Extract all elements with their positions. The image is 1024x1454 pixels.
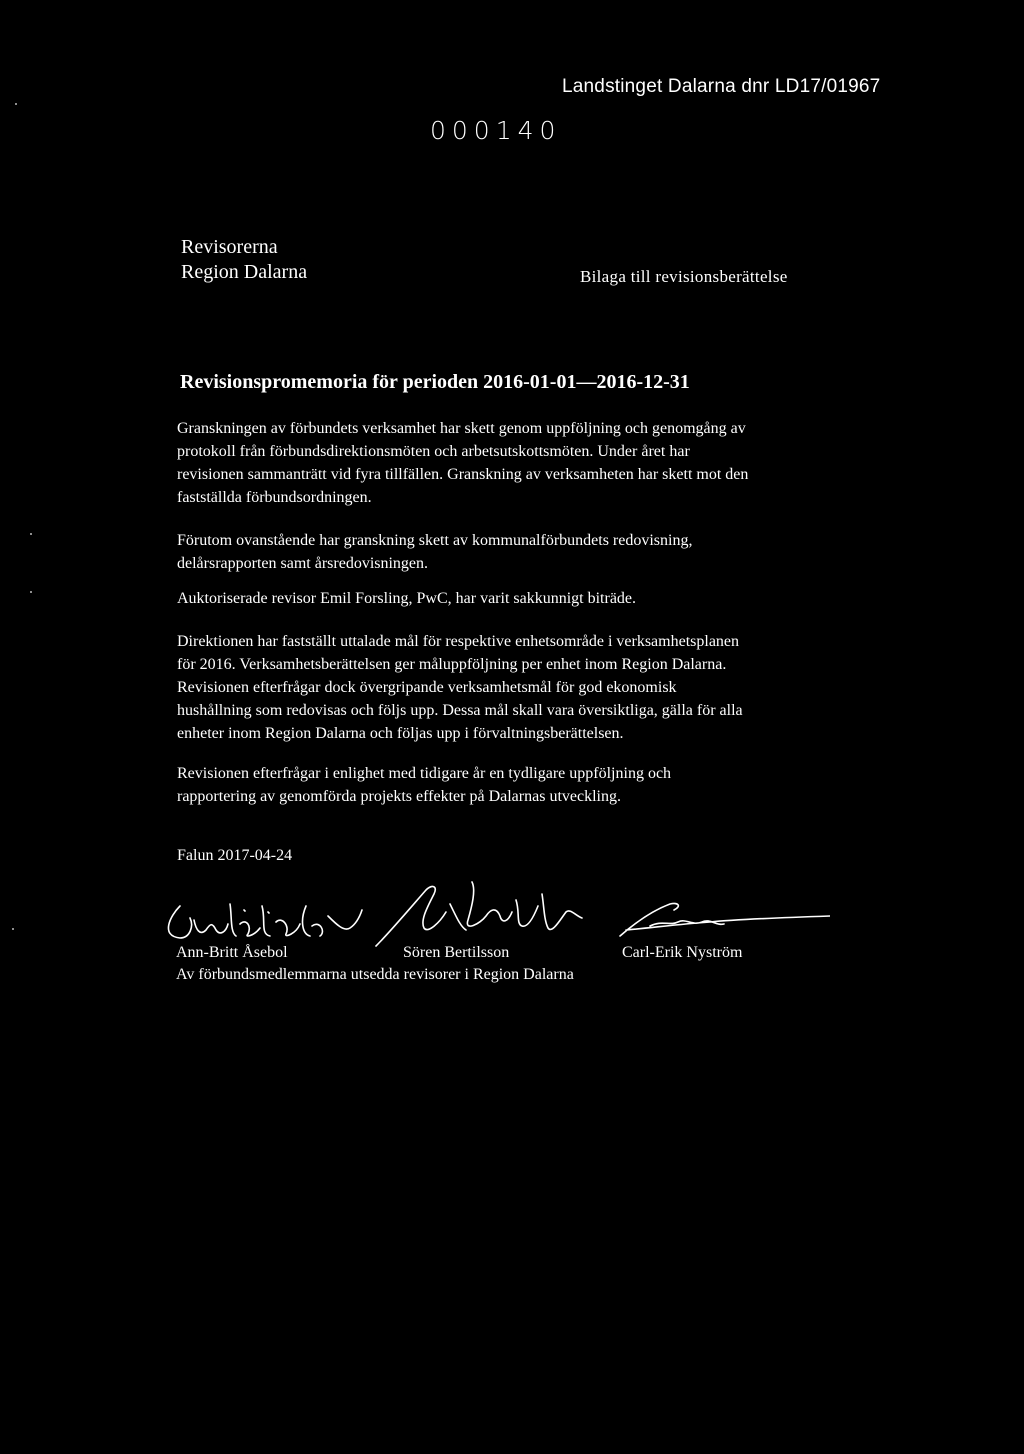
signatory-name-2: Sören Bertilsson: [403, 944, 510, 961]
sender-line-1: Revisorerna: [181, 236, 278, 258]
paragraph-line: Revisionen efterfrågar dock övergripande verksamhetsmål för god ekonomisk: [177, 679, 677, 696]
paragraph-line: Direktionen har fastställt uttalade mål för respektive enhetsområde i verksamhetsplanen: [177, 633, 740, 650]
paragraph-line: revisionen sammanträtt vid fyra tillfällen. Granskning av verksamheten har skett mot den: [177, 466, 749, 483]
scan-speck: [30, 591, 32, 593]
signature-3-stroke: [620, 903, 830, 936]
document-title: Revisionspromemoria för perioden 2016-01-01—2016-12-31: [180, 371, 690, 393]
scan-speck: [15, 103, 17, 105]
registry-number: Landstinget Dalarna dnr LD17/01967: [562, 76, 881, 97]
paragraph-line: för 2016. Verksamhetsberättelsen ger måluppföljning per enhet inom Region Dalarna.: [177, 656, 727, 673]
paragraph-line: Auktoriserade revisor Emil Forsling, PwC, har varit sakkunnigt biträde.: [177, 590, 637, 607]
scan-speck: [12, 928, 14, 930]
paragraph-goals: [177, 630, 857, 745]
paragraph-line: enheter inom Region Dalarna och följas upp i förvaltningsberättelsen.: [177, 725, 624, 742]
attachment-label: Bilaga till revisionsberättelse: [580, 267, 788, 286]
signature-1-stroke: [168, 904, 362, 938]
paragraph-review-scope: [177, 417, 857, 509]
signature-1-dots: [244, 910, 269, 913]
signature-2-stroke: [376, 882, 582, 946]
paragraph-line: delårsrapporten samt årsredovisningen.: [177, 555, 429, 572]
signature-footer: Av förbundsmedlemmarna utsedda revisorer i Region Dalarna: [176, 966, 574, 983]
paragraph-line: hushållning som redovisas och följs upp. Dessa mål skall vara översiktliga, gälla för alla: [177, 702, 743, 719]
place-and-date: Falun 2017-04-24: [177, 847, 293, 864]
paragraph-accounts: [177, 529, 857, 575]
paragraph-line: Granskningen av förbundets verksamhet har skett genom uppföljning och genomgång av: [177, 420, 746, 437]
paragraph-line: protokoll från förbundsdirektionsmöten och arbetsutskottsmöten. Under året har: [177, 443, 690, 460]
paragraph-line: fastställda förbundsordningen.: [177, 489, 372, 506]
paragraph-auditor: [177, 587, 857, 610]
paragraph-line: Förutom ovanstående har granskning skett av kommunalförbundets redovisning,: [177, 532, 693, 549]
paragraph-line: rapportering av genomförda projekts effekter på Dalarnas utveckling.: [177, 788, 621, 805]
signatory-name-1: Ann-Britt Åsebol: [176, 944, 288, 961]
signatory-name-3: Carl-Erik Nyström: [622, 944, 743, 961]
stamp-number: 000140: [430, 116, 562, 145]
sender-line-2: Region Dalarna: [181, 261, 308, 283]
scan-speck: [30, 533, 32, 535]
paragraph-followup: [177, 762, 857, 808]
paragraph-line: Revisionen efterfrågar i enlighet med tidigare år en tydligare uppföljning och: [177, 765, 672, 782]
